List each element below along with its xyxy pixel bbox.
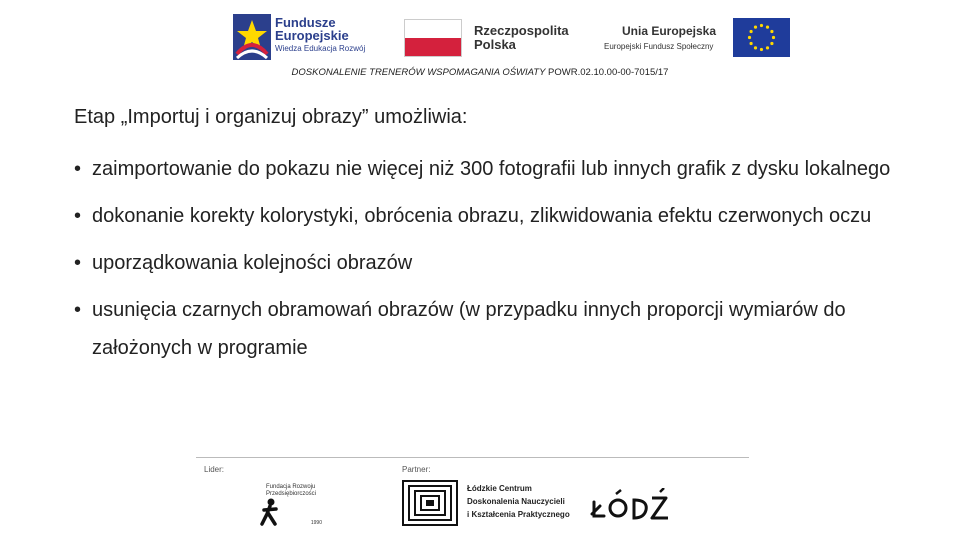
slide-heading: Etap „Importuj i organizuj obrazy” umożliwia: — [74, 106, 468, 128]
bullet-list — [74, 150, 894, 367]
project-code: POWR.02.10.00-00-7015/17 — [545, 67, 669, 78]
slide-content — [74, 104, 894, 376]
lider-label: Lider: — [204, 465, 225, 474]
lodz-logo — [590, 488, 670, 524]
rzeczpospolita-polska-logo — [404, 18, 574, 58]
partner-label: Partner: — [402, 465, 431, 474]
bullet-item: • usunięcia czarnych obramowań obrazów (w przypadku innych proporcji wymiarów do założonych w programie — [74, 291, 894, 367]
eu-flag-icon — [733, 18, 790, 57]
ue-logo-subtitle: Europejski Fundusz Społeczny — [604, 42, 714, 51]
unia-europejska-logo — [600, 18, 790, 58]
bullet-item: • zaimportowanie do pokazu nie więcej niż 300 fotografii lub innych grafik z dysku lokalnego — [74, 150, 894, 188]
fe-logo-tagline: Wiedza Edukacja Rozwój — [275, 44, 366, 53]
lider-logo-text: Fundacja Rozwoju Przedsiębiorczości — [266, 484, 317, 497]
footer-divider — [196, 457, 749, 458]
poland-flag-icon — [404, 19, 462, 57]
fe-logo-line2: Europejskie — [275, 28, 349, 43]
bullet-item: • dokonanie korekty kolorystyki, obrócenia obrazu, zlikwidowania efektu czerwonych oczu — [74, 197, 894, 235]
lcdn-logo — [402, 480, 458, 526]
nested-squares-icon — [402, 480, 458, 526]
fundusze-europejskie-logo — [233, 14, 373, 60]
lcdn-name — [467, 482, 570, 521]
rp-logo-line1: Rzeczpospolita — [474, 23, 569, 38]
fe-logo-line1: Fundusze — [275, 15, 336, 30]
fe-star-icon — [233, 14, 273, 60]
lcdn-line3: i Kształcenia Praktycznego — [467, 510, 570, 519]
lider-logo-year: 1990 — [310, 520, 322, 526]
lodz-wordmark-icon — [590, 488, 670, 524]
ue-logo-title: Unia Europejska — [622, 24, 717, 38]
rp-logo-line2: Polska — [474, 37, 516, 52]
lider-logo — [256, 478, 326, 528]
walking-figure-icon — [258, 498, 282, 526]
project-title: DOSKONALENIE TRENERÓW WSPOMAGANIA OŚWIATY — [291, 67, 546, 78]
lcdn-line2: Doskonalenia Nauczycieli — [467, 497, 565, 506]
project-code-line — [0, 67, 960, 78]
lcdn-line1: Łódzkie Centrum — [467, 484, 532, 493]
bullet-item: • uporządkowania kolejności obrazów — [74, 244, 894, 282]
